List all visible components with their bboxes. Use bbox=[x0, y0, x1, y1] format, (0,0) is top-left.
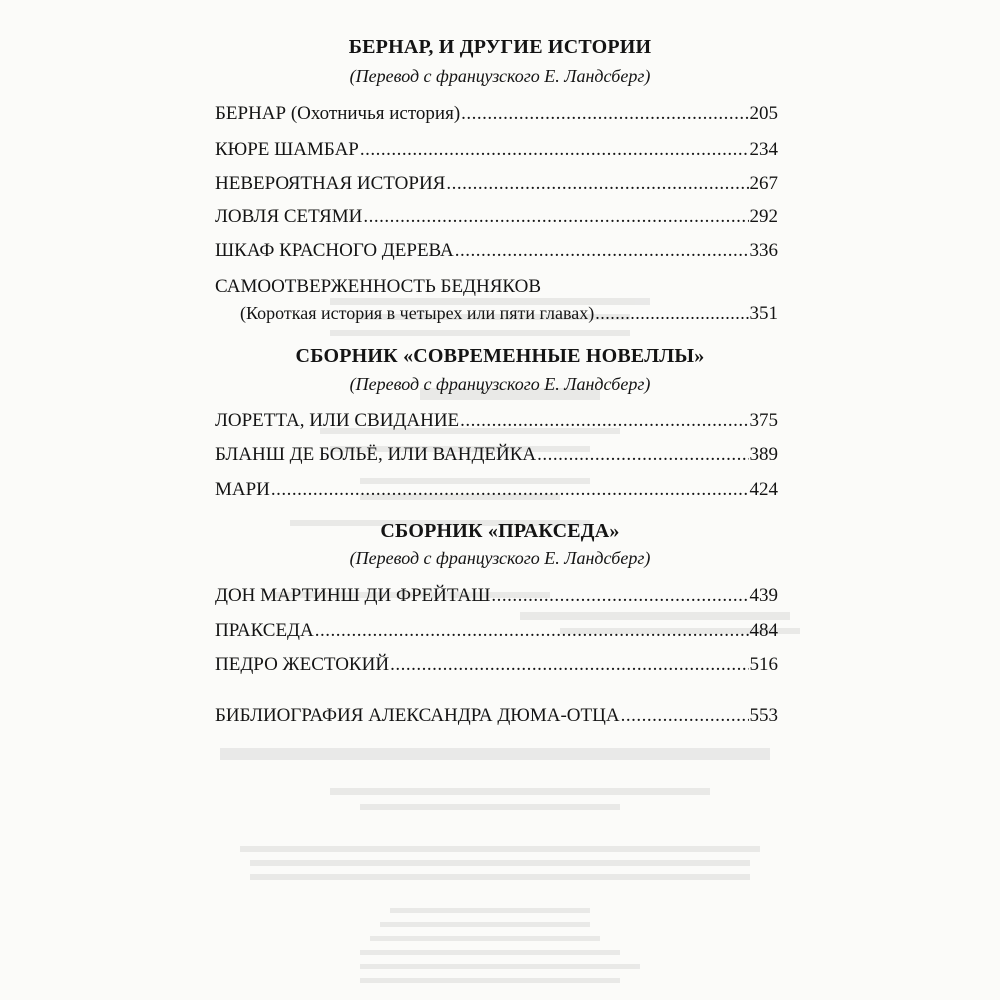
toc-entry-page: 375 bbox=[749, 410, 778, 431]
section-subtitle: (Перевод с французского Е. Ландсберг) bbox=[349, 374, 651, 394]
toc-entry-title: БЛАНШ ДЕ БОЛЬЁ, ИЛИ ВАНДЕЙКА bbox=[215, 444, 537, 465]
toc-entry bbox=[215, 139, 778, 161]
dot-leader bbox=[390, 654, 748, 676]
dot-leader bbox=[621, 705, 749, 727]
toc-entry-page: 205 bbox=[749, 103, 778, 124]
dot-leader bbox=[315, 620, 749, 642]
toc-entry-title: КЮРЕ ШАМБАР bbox=[215, 139, 359, 160]
toc-entry-page: 234 bbox=[749, 139, 778, 160]
toc-entry-page: 292 bbox=[749, 206, 778, 227]
toc-entry bbox=[215, 103, 778, 125]
toc-entry-title: БИБЛИОГРАФИЯ АЛЕКСАНДРА ДЮМА-ОТЦА bbox=[215, 705, 620, 726]
section-title: СБОРНИК «ПРАКСЕДА» bbox=[380, 520, 620, 542]
toc-entry-title: ДОН МАРТИНШ ДИ ФРЕЙТАШ bbox=[215, 585, 491, 606]
dot-leader bbox=[537, 444, 748, 466]
dot-leader bbox=[271, 479, 749, 501]
toc-entry-title: ПРАКСЕДА bbox=[215, 620, 314, 641]
dot-leader bbox=[460, 410, 748, 432]
toc-entry-title: НЕВЕРОЯТНАЯ ИСТОРИЯ bbox=[215, 173, 446, 194]
toc-entry-page: 439 bbox=[749, 585, 778, 606]
toc-entry-page: 267 bbox=[749, 173, 778, 194]
toc-entry-title: ПЕДРО ЖЕСТОКИЙ bbox=[215, 654, 390, 675]
toc-entry-title: САМООТВЕРЖЕННОСТЬ БЕДНЯКОВ bbox=[215, 276, 541, 297]
toc-entry bbox=[215, 206, 778, 228]
toc-entry-subtitle-line bbox=[240, 303, 778, 325]
toc-entry-title: БЕРНАР (Охотничья история) bbox=[215, 103, 461, 124]
toc-entry bbox=[215, 410, 778, 432]
toc-entry bbox=[215, 479, 778, 501]
section-title: СБОРНИК «СОВРЕМЕННЫЕ НОВЕЛЛЫ» bbox=[295, 345, 705, 367]
toc-entry-page: 389 bbox=[749, 444, 778, 465]
dot-leader bbox=[491, 585, 748, 607]
toc-entry-page: 553 bbox=[749, 705, 778, 726]
toc-entry bbox=[215, 654, 778, 676]
dot-leader bbox=[446, 173, 748, 195]
toc-entry bbox=[215, 620, 778, 642]
dot-leader bbox=[363, 206, 748, 228]
toc-entry-page: 424 bbox=[749, 479, 778, 500]
toc-entry-subtitle: (Короткая история в четырех или пяти главах) bbox=[240, 303, 595, 323]
toc-entry bbox=[215, 173, 778, 195]
toc-entry-title: ШКАФ КРАСНОГО ДЕРЕВА bbox=[215, 240, 454, 261]
dot-leader bbox=[461, 103, 748, 125]
toc-entry-page: 516 bbox=[749, 654, 778, 675]
toc-entry-page: 351 bbox=[749, 303, 778, 324]
section-subtitle: (Перевод с французского Е. Ландсберг) bbox=[349, 548, 651, 568]
toc-entry bbox=[215, 240, 778, 262]
dot-leader bbox=[595, 303, 748, 324]
toc-entry-page: 484 bbox=[749, 620, 778, 641]
section-subtitle: (Перевод с французского Е. Ландсберг) bbox=[349, 66, 651, 86]
toc-entry bbox=[215, 705, 778, 727]
toc-entry-title: МАРИ bbox=[215, 479, 270, 500]
toc-entry-page: 336 bbox=[749, 240, 778, 261]
toc-entry bbox=[215, 585, 778, 607]
toc-entry bbox=[215, 444, 778, 466]
section-title: БЕРНАР, И ДРУГИЕ ИСТОРИИ bbox=[348, 36, 652, 58]
dot-leader bbox=[455, 240, 749, 262]
toc-entry-title: ЛОВЛЯ СЕТЯМИ bbox=[215, 206, 363, 227]
dot-leader bbox=[360, 139, 749, 161]
toc-entry-title: ЛОРЕТТА, ИЛИ СВИДАНИЕ bbox=[215, 410, 460, 431]
